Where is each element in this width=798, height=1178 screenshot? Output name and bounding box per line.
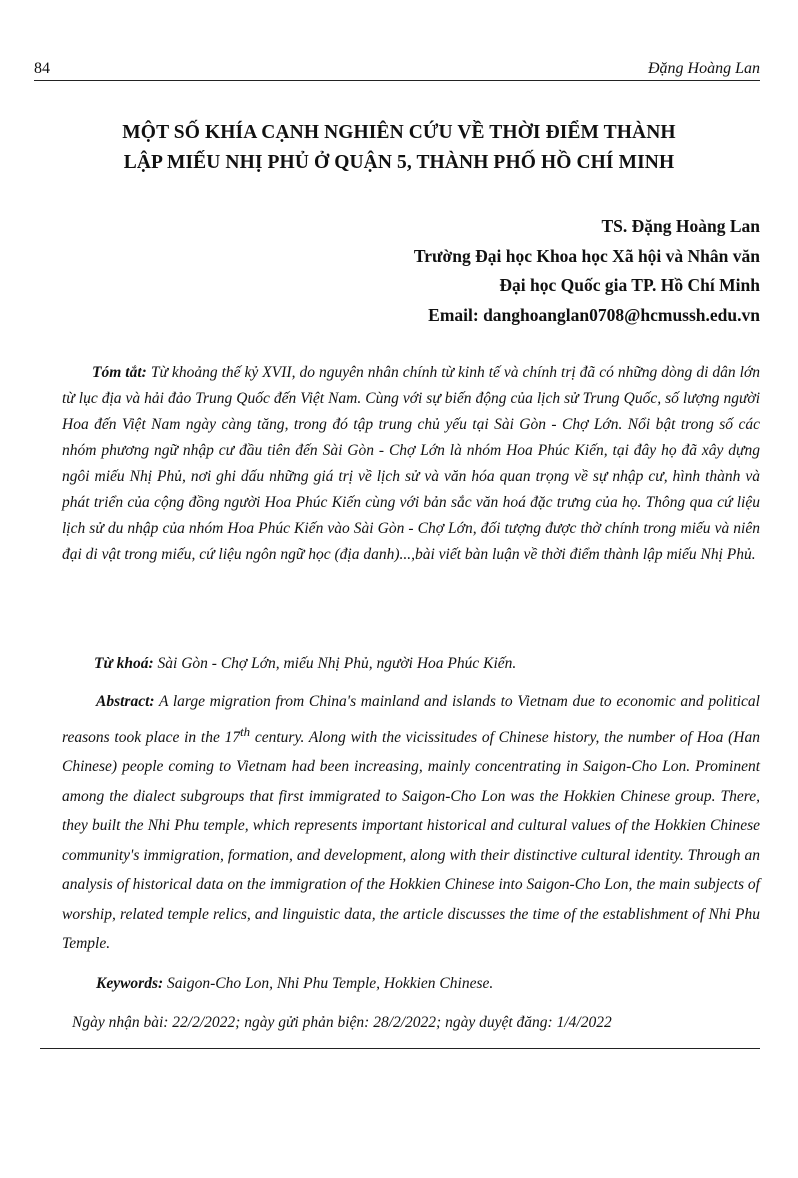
title-line-2: LẬP MIẾU NHỊ PHỦ Ở QUẬN 5, THÀNH PHỐ HỒ CHÍ MINH: [123, 152, 675, 173]
title-line-1: MỘT SỐ KHÍA CẠNH NGHIÊN CỨU VỀ THỜI ĐIỂM THÀNH: [122, 122, 676, 143]
author-name: TS. Đặng Hoàng Lan: [601, 216, 760, 236]
author-email: Email: danghoanglan0708@hcmussh.edu.vn: [428, 304, 760, 325]
header-rule: [34, 80, 760, 81]
abstract-en-label: Abstract:: [96, 693, 155, 710]
abstract-en-text-1: A large migration from China's mainland and islands to Vietnam due to economic and political reasons took place in the 17: [62, 693, 760, 746]
keywords-vietnamese: [94, 651, 760, 677]
keywords-en-text: Saigon-Cho Lon, Nhi Phu Temple, Hokkien Chinese.: [163, 975, 494, 992]
keywords-vi-label: Từ khoá:: [94, 655, 154, 672]
keywords-en-label: Keywords:: [96, 975, 164, 992]
abstract-english: [62, 687, 760, 959]
author-affiliation-1: Trường Đại học Khoa học Xã hội và Nhân văn: [413, 245, 760, 266]
abstract-vi-text: Từ khoảng thế kỷ XVII, do nguyên nhân chính từ kinh tế và chính trị đã có những dòng di dân lớn từ lục địa và hải đảo Trung Quốc đến Việt Nam. Cùng với sự biến động của lịch sử Trung Quốc, số lượng người Hoa đến Việt Nam ngày càng tăng, trong đó tập trung chủ yếu tại Sài Gòn - Chợ Lớn. Nổi bật trong số các nhóm phương ngữ nhập cư đầu tiên đến Sài Gòn - Chợ Lớn là nhóm Hoa Phúc Kiến, tại đây họ đã xây dựng ngôi miếu Nhị Phủ, nơi ghi dấu những giá trị về lịch sử và văn hóa quan trọng về sự nhập cư, hình thành và phát triển của cộng đồng người Hoa Phúc Kiến cùng với bản sắc văn hoá đặc trưng của họ. Thông qua cứ liệu lịch sử du nhập của nhóm Hoa Phúc Kiến vào Sài Gòn - Chợ Lớn, đối tượng được thờ chính trong miếu và niên đại di vật trong miếu, cứ liệu ngôn ngữ học (địa danh)...,bài viết bàn luận về thời điểm thành lập miếu Nhị Phủ.: [62, 364, 760, 563]
abstract-vietnamese: [62, 360, 760, 568]
page-number: 84: [34, 60, 50, 77]
keywords-vi-text: Sài Gòn - Chợ Lớn, miếu Nhị Phủ, người Hoa Phúc Kiến.: [153, 655, 517, 672]
abstract-en-superscript: th: [240, 723, 251, 739]
submission-dates: Ngày nhận bài: 22/2/2022; ngày gửi phản biện: 28/2/2022; ngày duyệt đăng: 1/4/2022: [72, 1014, 612, 1031]
footer-rule: [40, 1048, 760, 1049]
author-affiliation-2: Đại học Quốc gia TP. Hồ Chí Minh: [499, 275, 760, 295]
author-block: [414, 212, 760, 330]
article-title: [40, 118, 758, 178]
abstract-vi-label: Tóm tắt:: [92, 364, 147, 381]
running-author: Đặng Hoàng Lan: [647, 60, 760, 77]
abstract-en-text-2: century. Along with the vicissitudes of Chinese history, the number of Hoa (Han Chinese) people coming to Vietnam had been increasing, mainly concentrating in Saigon-Cho Lon. Prominent among the dialect subgroups that first immigrated to Saigon-Cho Lon was the Hokkien Chinese group. There, they built the Nhi Phu temple, which represents important historical and cultural values of the Hokkien Chinese community's immigration, formation, and development, along with their distinctive cultural identity. Through an analysis of historical data on the immigration of the Hokkien Chinese into Saigon-Cho Lon, the main subjects of worship, related temple relics, and linguistic data, the article discusses the time of the establishment of Nhi Phu Temple.: [62, 728, 760, 953]
keywords-english: [96, 971, 760, 997]
